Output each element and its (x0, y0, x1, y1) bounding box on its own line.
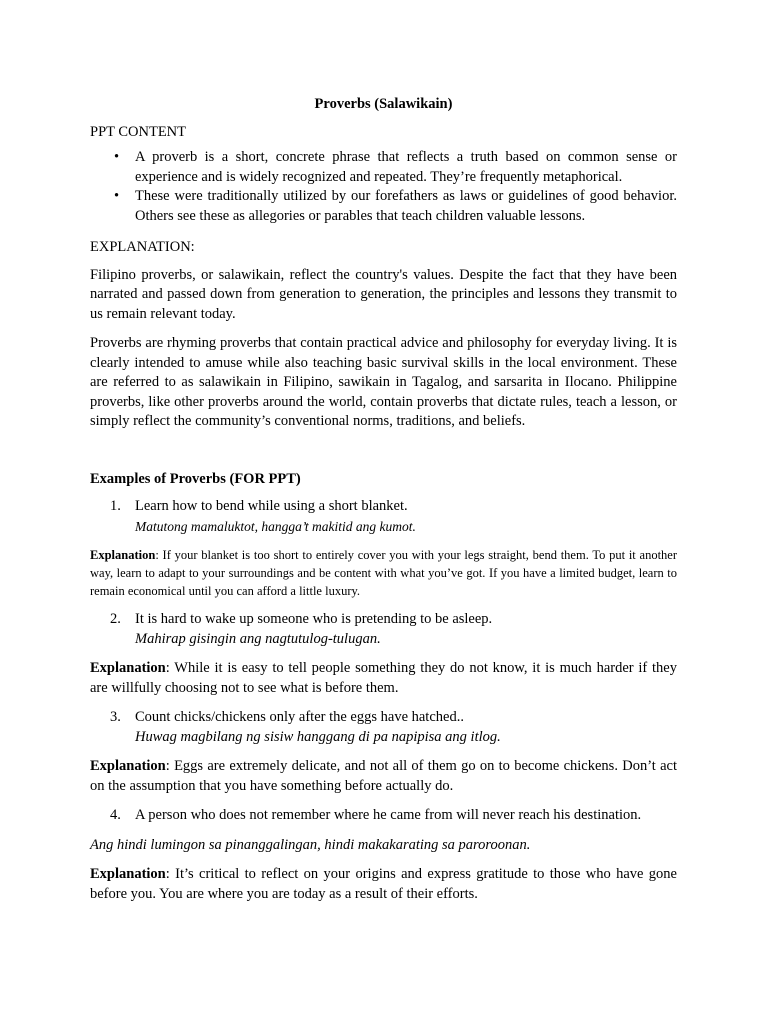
proverb-english: Count chicks/chickens only after the eggs have hatched.. (135, 709, 464, 725)
bullet-item (90, 148, 677, 187)
bullet-item (90, 187, 677, 226)
proverb-number: 4. (110, 807, 121, 823)
proverb-item (90, 610, 677, 630)
proverb-explanation (90, 865, 677, 904)
ppt-content-label: PPT CONTENT (90, 123, 187, 140)
proverb-number: 3. (110, 709, 121, 725)
explanation-paragraph: Proverbs are rhyming proverbs that contain practical advice and philosophy for everyday living. It is clearly intended to amuse while also teaching basic survival skills in the local environment. These are referred to as salawikain in Filipino, sawikain in Tagalog, and sarsarita in Ilocano. Philippine proverbs, like other proverbs around the world, contain proverbs that dictate rules, teach a lesson, or simply reflect the community’s conventional norms, traditions, and beliefs. (90, 335, 677, 429)
bullet-text: A proverb is a short, concrete phrase that reflects a truth based on common sense or experience and is widely recognized and repeated. They’re frequently metaphorical. (135, 149, 677, 185)
document-page (90, 95, 677, 914)
bullet-icon: • (114, 149, 120, 165)
proverb-item (90, 806, 677, 826)
proverb-explanation (90, 659, 677, 698)
proverb-filipino: Matutong mamaluktot, hangga’t makitid ang kumot. (135, 518, 416, 534)
document-title: Proverbs (Salawikain) (314, 96, 453, 112)
proverb-english: A person who does not remember where he came from will never reach his destination. (135, 807, 642, 823)
bullet-text: These were traditionally utilized by our forefathers as laws or guidelines of good behavior. Others see these as allegories or parables that teach children valuable lessons. (135, 188, 677, 224)
explanation-paragraph: Filipino proverbs, or salawikain, reflect the country's values. Despite the fact that they have been narrated and passed down from generation to generation, the principles and lessons they transmit to us remain relevant today. (90, 266, 677, 322)
explanation-label: EXPLANATION: (90, 239, 195, 255)
ppt-bullet-list (90, 148, 677, 226)
explanation-word: Explanation (90, 660, 166, 676)
explanation-word: Explanation (90, 758, 166, 774)
explanation-text: : If your blanket is too short to entirely cover you with your legs straight, bend them. To put it another way, learn to adapt to your surroundings and be content with what you’ve got. If you have a limited budget, learn to remain economical until you can afford a little luxury. (90, 548, 677, 598)
section-spacer (90, 442, 677, 470)
explanation-word: Explanation (90, 548, 156, 562)
proverb-filipino: Huwag magbilang ng sisiw hanggang di pa napipisa ang itlog. (135, 728, 501, 745)
proverb-english: It is hard to wake up someone who is pretending to be asleep. (135, 611, 493, 627)
proverb-item (90, 708, 677, 728)
explanation-text: : While it is easy to tell people something they do not know, it is much harder if they are willfully choosing not to see what is before them. (90, 660, 677, 696)
explanation-text: : It’s critical to reflect on your origins and express gratitude to those who have gone before you. You are where you are today as a result of their efforts. (90, 866, 677, 902)
explanation-word: Explanation (90, 866, 166, 882)
bullet-icon: • (114, 188, 120, 204)
proverb-item (90, 497, 677, 517)
proverb-filipino: Mahirap gisingin ang nagtutulog-tulugan. (135, 630, 381, 647)
proverb-explanation (90, 546, 677, 600)
proverb-filipino: Ang hindi lumingon sa pinanggalingan, hindi makakarating sa paroroonan. (90, 836, 531, 853)
proverb-number: 2. (110, 611, 121, 627)
proverb-english: Learn how to bend while using a short blanket. (135, 498, 408, 514)
explanation-text: : Eggs are extremely delicate, and not all of them go on to become chickens. Don’t act on the assumption that you have something before actually do. (90, 758, 677, 794)
examples-heading: Examples of Proverbs (FOR PPT) (90, 470, 301, 487)
proverb-explanation (90, 757, 677, 796)
proverb-number: 1. (110, 498, 121, 514)
